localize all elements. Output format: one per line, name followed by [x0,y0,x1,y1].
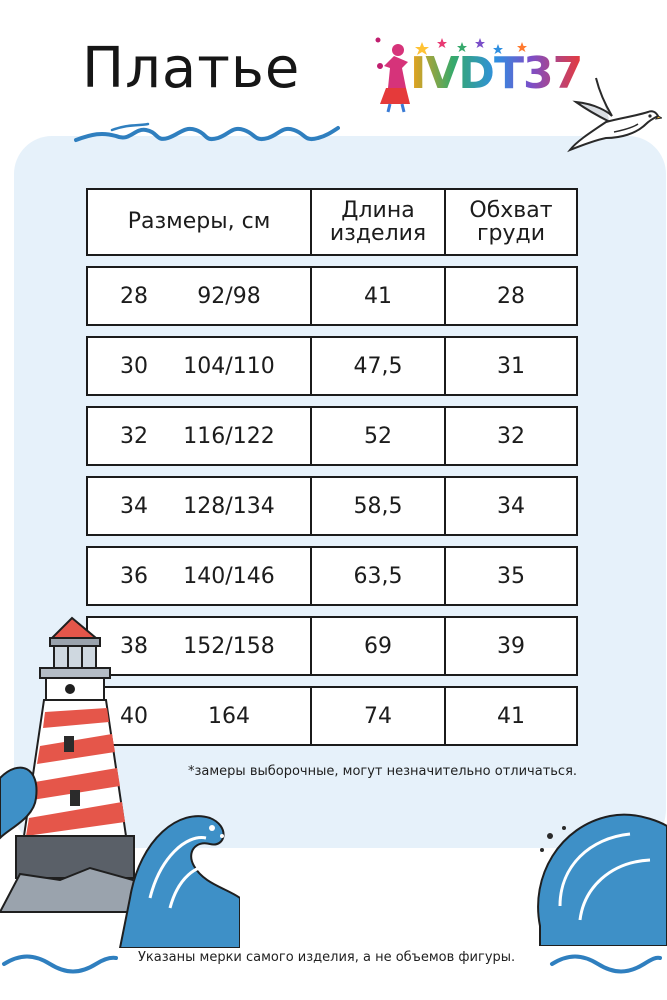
header-length: Длина изделия [312,188,446,256]
size-cell [86,336,312,396]
bottom-wave-left-icon [0,950,120,974]
brand-logo-text: IVDT37 [410,48,583,99]
header-sizes: Размеры, см [86,188,312,256]
table-row [86,406,578,466]
page-title: Платье [82,36,301,101]
height-value: 164 [208,703,250,729]
header-chest: Обхват груди [446,188,578,256]
length-cell: 47,5 [312,336,446,396]
wave-right-icon [520,796,667,946]
height-value: 104/110 [183,353,275,379]
wave-underline-icon [72,116,340,150]
table-row [86,546,578,606]
chest-cell: 28 [446,266,578,326]
size-value: 36 [120,563,148,589]
height-value: 92/98 [197,283,261,309]
length-cell: 69 [312,616,446,676]
measurement-note: *замеры выборочные, могут незначительно отличаться. [188,764,578,779]
wave-left-icon [0,748,240,948]
length-cell: 74 [312,686,446,746]
height-value: 152/158 [183,633,275,659]
table-row [86,266,578,326]
chest-cell: 34 [446,476,578,536]
size-cell [86,266,312,326]
chest-cell: 31 [446,336,578,396]
chest-cell: 35 [446,546,578,606]
length-cell: 41 [312,266,446,326]
table-header-row [86,188,578,256]
height-value: 116/122 [183,423,275,449]
size-cell [86,406,312,466]
bottom-wave-right-icon [548,950,664,974]
table-row [86,336,578,396]
size-value: 28 [120,283,148,309]
chest-cell: 39 [446,616,578,676]
footer-note: Указаны мерки самого изделия, а не объемов фигуры. [138,950,516,965]
height-value: 128/134 [183,493,275,519]
size-value: 40 [120,703,148,729]
height-value: 140/146 [183,563,275,589]
length-cell: 63,5 [312,546,446,606]
seagull-icon [566,72,662,158]
length-cell: 58,5 [312,476,446,536]
size-value: 30 [120,353,148,379]
chest-cell: 41 [446,686,578,746]
size-value: 34 [120,493,148,519]
size-value: 38 [120,633,148,659]
chest-cell: 32 [446,406,578,466]
size-value: 32 [120,423,148,449]
size-cell [86,546,312,606]
size-cell [86,476,312,536]
length-cell: 52 [312,406,446,466]
table-row [86,476,578,536]
